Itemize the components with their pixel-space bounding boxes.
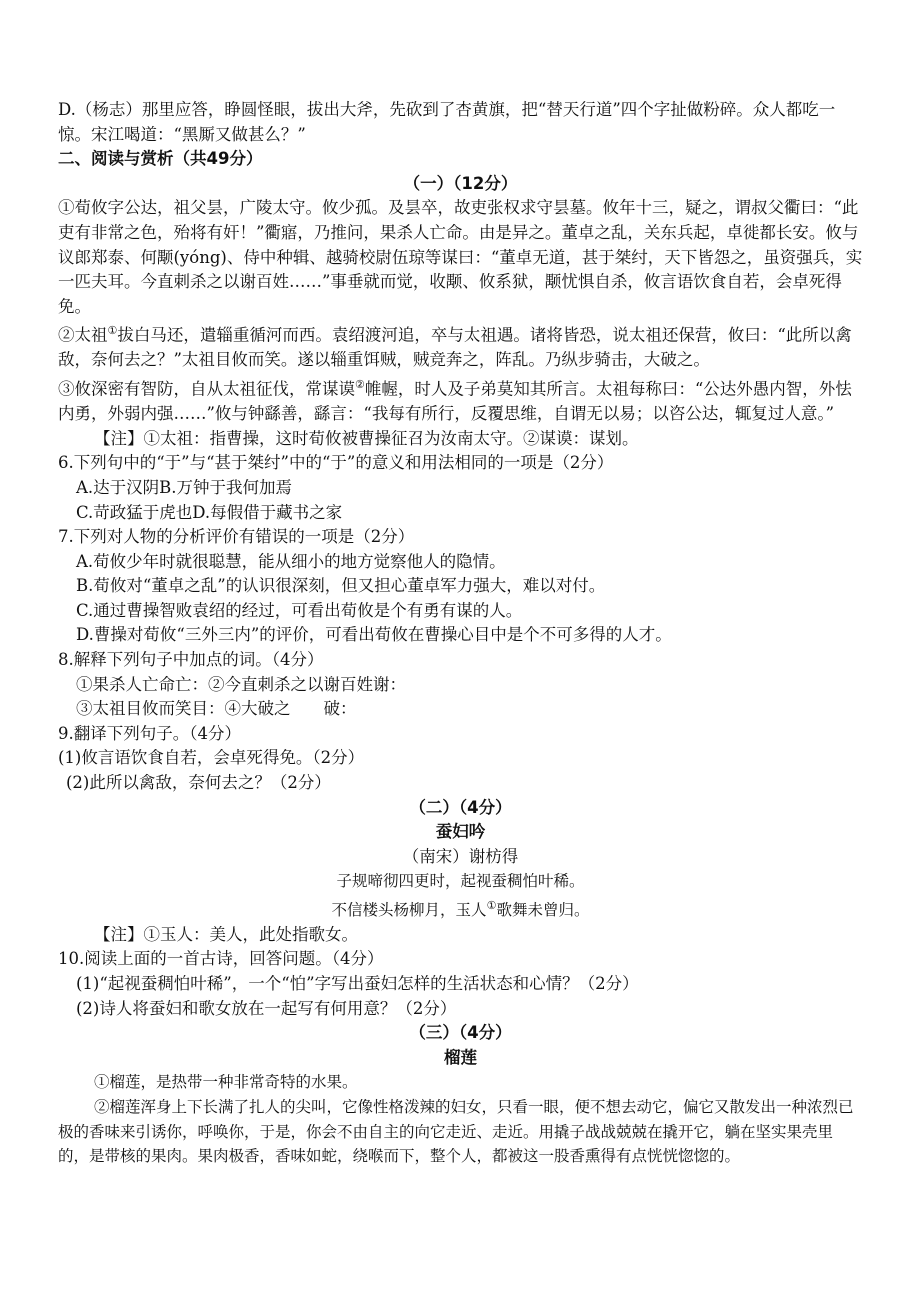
- essay-paragraph-1: ①榴莲，是热带一种非常奇特的水果。: [94, 1073, 358, 1092]
- question-9: 9.翻译下列句子。（4分）: [58, 723, 241, 743]
- question-6-options-ab: A.达于汉阴B.万钟于我何加焉: [76, 477, 293, 497]
- question-8-line-2: ③太祖目攸而笑目：④大破之 破：: [76, 699, 357, 719]
- footnote-marker: ①: [486, 899, 497, 912]
- passage-paragraph-1: ①荀攸字公达，祖父昙，广陵太守。攸少孤。及昙卒，故吏张权求守昙墓。攸年十三，疑之，谓叔父衢曰：“此吏有非常之色，殆将有奸！”衢寤，乃推问，果杀人亡命。由是异之。董卓之乱，关东兵起，卓徙都长安。攸与议郎郑泰、何颙(yóng)、侍中种辑、越骑校尉伍琼等谋曰：“董卓无道，甚于桀纣，天下皆怨之，虽资强兵，实一匹夫耳。今直刺杀之以谢百姓……”事垂就而觉，收颙、攸系狱，颙忧惧自杀，攸言语饮食自若，会卓死得免。: [58, 198, 863, 316]
- poem-title: 蚕妇吟: [435, 822, 486, 842]
- essay-title: 榴莲: [444, 1047, 477, 1067]
- poem-text: 不信楼头杨柳月，玉人: [331, 901, 487, 920]
- paragraph-text: 帷幄，时人及子弟莫知其所言。太祖每称曰：“公达外愚内智，外怯内勇，外弱内强……”攸与钟繇善，繇言：“我每有所行，反覆思维，自谓无以易；以咨公达，辄复过人意。”: [58, 379, 852, 424]
- section-title: 二、阅读与赏析（共49分）: [58, 149, 263, 169]
- exam-page: [58, 98, 863, 1169]
- question-7-option-a: A.荀攸少年时就很聪慧，能从细小的地方觉察他人的隐情。: [76, 551, 506, 571]
- poem-author: （南宋）谢枋得: [402, 846, 519, 866]
- question-10-sub-2: (2)诗人将蚕妇和歌女放在一起写有何用意？（2分）: [76, 998, 457, 1018]
- footnote-marker: ①: [107, 324, 118, 338]
- poem-note: 【注】①玉人：美人，此处指歌女。: [94, 924, 358, 944]
- part1-title: （一）（12分）: [403, 173, 518, 193]
- question-6: 6.下列句中的“于”与“甚于桀纣”中的“于”的意义和用法相同的一项是（2分）: [58, 453, 614, 473]
- paragraph-text: 拔白马还，遣辎重循河而西。袁绍渡河追，卒与太祖遇。诸将皆恐，说太祖还保营，攸曰：“此所以禽敌，奈何去之？”太祖目攸而笑。遂以辎重饵贼，贼竞奔之，阵乱。乃纵步骑击，大破之。: [58, 325, 852, 370]
- question-9-sub-1: (1)攸言语饮食自若，会卓死得免。（2分）: [58, 748, 365, 768]
- paragraph-text: ③攸深密有智防，自从太祖征伐，常谋谟: [58, 379, 355, 399]
- passage-paragraph-3: [58, 373, 863, 427]
- question-7-option-c: C.通过曹操智败袁绍的经过，可看出荀攸是个有勇有谋的人。: [76, 600, 523, 620]
- question-7-option-d: D.曹操对荀攸“三外三内”的评价，可看出荀攸在曹操心目中是个不可多得的人才。: [76, 625, 672, 645]
- poem-text: 歌舞未曾归。: [496, 901, 590, 920]
- question-8: 8.解释下列句子中加点的词。（4分）: [58, 650, 324, 670]
- question-9-sub-2: (2)此所以禽敌，奈何去之？（2分）: [66, 773, 331, 793]
- passage-paragraph-2: [58, 319, 863, 373]
- part2-title: （二）（4分）: [409, 797, 512, 817]
- poem-line-1: 子规啼彻四更时，起视蚕稠怕叶稀。: [336, 872, 585, 891]
- question-8-line-1: ①果杀人亡命亡：②今直刺杀之以谢百姓谢：: [76, 674, 406, 694]
- question-7: 7.下列对人物的分析评价有错误的一项是（2分）: [58, 527, 415, 547]
- question-10-sub-1: (1)“起视蚕稠怕叶稀”，一个“怕”字写出蚕妇怎样的生活状态和心情？（2分）: [76, 973, 639, 993]
- question-10: 10.阅读上面的一首古诗，回答问题。（4分）: [58, 949, 384, 969]
- question-option-d: D.（杨志）那里应答，睁圆怪眼，拔出大斧，先砍到了杏黄旗，把“替天行道”四个字扯做粉碎。众人都吃一惊。宋江喝道：“黑厮又做甚么？”: [58, 100, 836, 144]
- passage-note: 【注】①太祖：指曹操，这时荀攸被曹操征召为汝南太守。②谋谟：谋划。: [94, 428, 639, 448]
- question-7-option-b: B.荀攸对“董卓之乱”的认识很深刻，但又担心董卓军力强大，难以对付。: [76, 576, 606, 596]
- essay-paragraph-2: ②榴莲浑身上下长满了扎人的尖叫，它像性格泼辣的妇女，只看一眼，便不想去动它，偏它又散发出一种浓烈已极的香味来引诱你，呼唤你，于是，你会不由自主的向它走近、走近。用撬子战战兢兢在撬开它，躺在坚实果壳里的，是带核的果肉。果肉极香，香味如蛇，绕喉而下，整个人，都被这一股香熏得有点恍恍惚惚的。: [58, 1097, 854, 1166]
- question-6-options-cd: C.苛政猛于虎也D.每假借于藏书之家: [76, 502, 343, 522]
- poem-line-2: [58, 894, 863, 923]
- paragraph-text: ②太祖: [58, 325, 108, 345]
- footnote-marker: ②: [355, 378, 365, 392]
- part3-title: （三）（4分）: [409, 1023, 512, 1043]
